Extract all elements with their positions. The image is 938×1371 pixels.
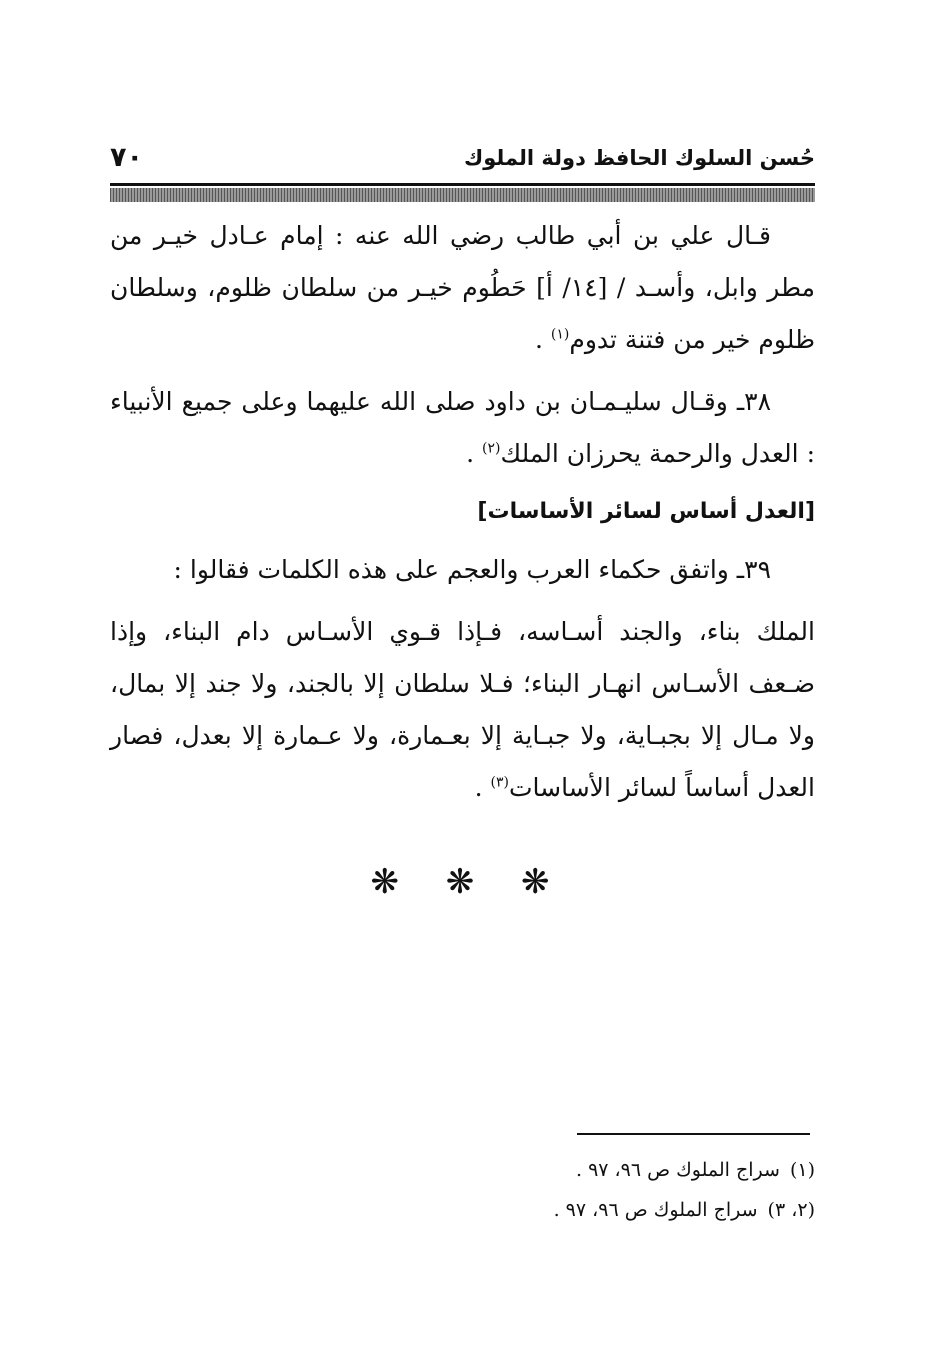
footnote-1-text: سراج الملوك ص ٩٦، ٩٧ .: [575, 1159, 780, 1181]
footnote-ref-1: (١): [550, 326, 570, 343]
footnote-1: [110, 1150, 815, 1190]
paragraph-38-text: ٣٨ـ وقـال سليـمـان بن داود صلى الله عليهما وعلى جميع الأنبياء : العدل والرحمة يحرزان الملك: [110, 387, 815, 468]
paragraph-ali-end: .: [534, 325, 551, 354]
footnote-rule: [577, 1133, 810, 1135]
header-rule: [110, 183, 815, 186]
footnote-ref-2: (٢): [482, 440, 501, 457]
paragraph-39: [110, 544, 815, 596]
main-text: [110, 210, 815, 814]
paragraph-38-end: .: [466, 439, 483, 468]
page-number: ٧٠: [110, 142, 143, 173]
footnote-2-text: سراج الملوك ص ٩٦، ٩٧ .: [553, 1199, 758, 1221]
paragraph-ali-text: قـال علي بن أبي طالب رضي الله عنه : إمام عـادل خيـر من مطر وابل، وأسـد / [١٤/ أ] حَطُوم خيـر من سلطان ظلوم، وسلطان ظلوم خير من فتنة تدوم: [110, 221, 815, 354]
paragraph-kingdom-end: .: [474, 773, 491, 802]
footnote-2-number: (٢، ٣): [767, 1199, 815, 1221]
page-header: [110, 142, 815, 178]
section-ornament: ❋ ❋ ❋: [370, 862, 568, 902]
footnote-1-number: (١): [789, 1159, 815, 1181]
paragraph-ali: [110, 210, 815, 366]
running-title: حُسن السلوك الحافظ دولة الملوك: [463, 146, 815, 170]
header-band: [110, 188, 815, 202]
paragraph-38: [110, 376, 815, 480]
paragraph-kingdom-text: الملك بناء، والجند أسـاسه، فـإذا قـوي الأسـاس دام البناء، وإذا ضـعف الأسـاس انهـار البناء؛ فـلا سلطان إلا بالجند، ولا جند إلا بمال، ولا مـال إلا بجبـاية، ولا جبـاية إلا بعـمارة، ولا عـمارة إلا بعدل، فصار العدل أساساً لسائر الأساسات: [110, 617, 815, 802]
footnote-ref-3: (٣): [490, 774, 510, 791]
footnote-2: [110, 1190, 815, 1230]
footnotes: [110, 1150, 815, 1230]
paragraph-39-text: ٣٩ـ واتفق حكماء العرب والعجم على هذه الكلمات فقالوا :: [173, 555, 771, 584]
section-heading: [العدل أساس لسائر الأساسات]: [477, 499, 815, 524]
paragraph-kingdom: [110, 606, 815, 814]
